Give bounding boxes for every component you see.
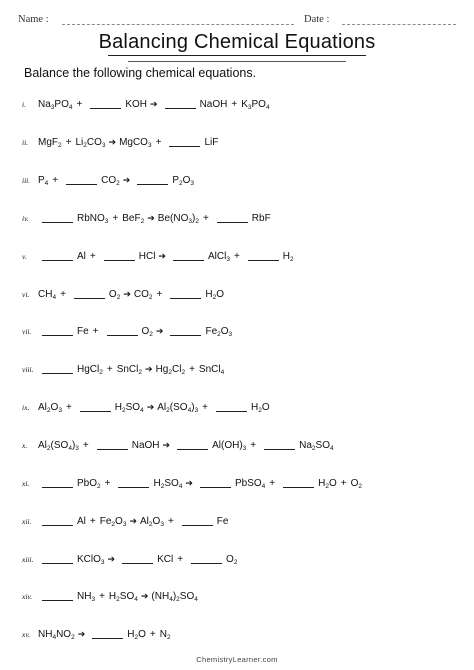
coefficient-blank[interactable] — [118, 479, 149, 488]
reaction-arrow-icon: ➔ — [77, 629, 86, 640]
coefficient-blank[interactable] — [90, 100, 121, 109]
equation-number: xi. — [22, 478, 30, 488]
chemical-formula: $O_2$ — [108, 288, 121, 301]
chemical-formula: Al — [77, 250, 86, 262]
plus-sign: + — [189, 364, 195, 376]
coefficient-blank[interactable] — [104, 252, 135, 261]
coefficient-blank[interactable] — [80, 403, 111, 412]
chemical-formula: NaOH — [131, 440, 160, 452]
coefficient-blank[interactable] — [200, 479, 231, 488]
chemical-formula: $NH_4NO_2$ — [38, 629, 75, 642]
chemical-formula: $H_2SO_4$ — [153, 477, 183, 490]
chemical-formula: NaOH — [199, 99, 228, 111]
chemical-formula: $H_2O$ — [127, 629, 146, 642]
reaction-arrow-icon: ➔ — [107, 553, 116, 564]
coefficient-blank[interactable] — [170, 290, 201, 299]
plus-sign: + — [167, 515, 174, 527]
coefficient-blank[interactable] — [42, 517, 73, 526]
header-row — [18, 14, 456, 28]
plus-sign: + — [155, 137, 162, 149]
plus-sign: + — [177, 553, 184, 565]
coefficient-blank[interactable] — [191, 555, 222, 564]
coefficient-blank[interactable] — [42, 479, 73, 488]
chemical-formula: $Fe_2O_3$ — [205, 326, 233, 339]
coefficient-blank[interactable] — [42, 592, 73, 601]
plus-sign: + — [233, 250, 240, 262]
chemical-formula: $Li_2CO_3$ — [75, 137, 106, 150]
chemical-formula: Fe — [77, 326, 89, 338]
reaction-arrow-icon: ➔ — [145, 364, 153, 375]
chemical-formula: $NH_3$ — [77, 591, 96, 604]
chemical-formula: $K_3PO_4$ — [241, 99, 270, 112]
chemical-formula: $P_4$ — [38, 175, 49, 188]
chemical-formula: $CO_2$ — [133, 288, 153, 301]
coefficient-blank[interactable] — [170, 327, 201, 336]
coefficient-blank[interactable] — [217, 214, 248, 223]
equation-number: ii. — [22, 138, 29, 148]
equation-item — [22, 502, 454, 540]
reaction-arrow-icon: ➔ — [147, 212, 155, 223]
chemical-formula: $Al(OH)_3$ — [212, 440, 247, 453]
reaction-arrow-icon: ➔ — [108, 137, 117, 148]
chemical-formula: KOH — [125, 99, 148, 111]
chemical-formula: RbF — [251, 212, 271, 224]
chemical-formula: $CO_2$ — [101, 175, 120, 188]
chemical-formula: Al — [77, 515, 86, 527]
chemical-formula: $N_2$ — [159, 629, 171, 642]
chemical-formula: $Na_3PO_4$ — [38, 99, 73, 112]
coefficient-blank[interactable] — [74, 290, 105, 299]
equation-number: vi. — [22, 289, 30, 299]
equation-item — [22, 351, 454, 389]
date-field-line — [342, 24, 456, 25]
coefficient-blank[interactable] — [264, 441, 295, 450]
chemical-formula: LiF — [204, 137, 219, 149]
equation-item — [22, 275, 454, 313]
name-label: Name : — [18, 14, 49, 25]
plus-sign: + — [89, 250, 96, 262]
chemical-formula: $H_2O$ — [205, 288, 224, 301]
equation-item — [22, 540, 454, 578]
chemical-formula: $P_2O_3$ — [172, 175, 195, 188]
worksheet-title: Balancing Chemical Equations — [98, 31, 376, 53]
chemical-formula: Fe — [216, 515, 229, 527]
reaction-arrow-icon: ➔ — [140, 591, 149, 602]
coefficient-blank[interactable] — [137, 176, 168, 185]
plus-sign: + — [89, 515, 96, 527]
coefficient-blank[interactable] — [169, 138, 200, 147]
coefficient-blank[interactable] — [173, 252, 204, 261]
equation-number: i. — [22, 100, 26, 110]
equation-item — [22, 578, 454, 616]
equation-number: ix. — [22, 403, 30, 413]
chemical-formula: MgF$_2$ — [38, 137, 62, 150]
plus-sign: + — [112, 212, 119, 224]
chemical-formula: KClO$_3$ — [77, 553, 105, 566]
reaction-arrow-icon: ➔ — [146, 402, 155, 413]
coefficient-blank[interactable] — [42, 214, 73, 223]
coefficient-blank[interactable] — [216, 403, 247, 412]
chemical-formula: PbO$_2$ — [77, 477, 101, 490]
chemical-formula: $O_2$ — [350, 477, 363, 490]
coefficient-blank[interactable] — [177, 441, 208, 450]
equation-number: xiii. — [22, 554, 34, 564]
chemical-formula: $Al_2(SO_4)_3$ — [157, 402, 199, 415]
chemical-formula: $H_2O$ — [251, 402, 270, 415]
chemical-formula: $Na_2SO_4$ — [299, 440, 334, 453]
chemical-formula: $O_2$ — [226, 553, 238, 566]
coefficient-blank[interactable] — [42, 365, 73, 374]
plus-sign: + — [52, 175, 59, 187]
chemical-formula: $Hg_2Cl_2$ — [155, 364, 186, 377]
equation-item — [22, 464, 454, 502]
chemical-formula: RbNO$_3$ — [77, 212, 109, 225]
equation-number: iv. — [22, 213, 29, 223]
equation-item — [22, 427, 454, 465]
instructions-text: Balance the following chemical equations. — [24, 66, 257, 80]
plus-sign: + — [82, 440, 89, 452]
equation-item — [22, 313, 454, 351]
coefficient-blank[interactable] — [107, 327, 138, 336]
chemical-formula: PbSO$_4$ — [234, 477, 266, 490]
problem-list — [22, 86, 454, 654]
plus-sign: + — [104, 477, 111, 489]
equation-number: vii. — [22, 327, 32, 337]
chemical-formula: $Al_2O_3$ — [140, 515, 164, 528]
chemical-formula: MgCO$_3$ — [119, 137, 152, 150]
plus-sign: + — [65, 402, 72, 414]
name-field-line — [62, 24, 294, 25]
chemical-formula: $Be(NO_3)_2$ — [157, 212, 199, 225]
equation-number: iii. — [22, 176, 31, 186]
coefficient-blank[interactable] — [42, 252, 73, 261]
plus-sign: + — [202, 212, 209, 224]
chemical-formula: HgCl$_2$ — [77, 364, 103, 377]
chemical-formula: $CH_4$ — [38, 288, 57, 301]
date-label: Date : — [304, 14, 330, 25]
coefficient-blank[interactable] — [42, 327, 73, 336]
chemical-formula: $Al_2O_3$ — [38, 402, 62, 415]
plus-sign: + — [65, 137, 72, 149]
reaction-arrow-icon: ➔ — [155, 326, 164, 337]
reaction-arrow-icon: ➔ — [150, 99, 158, 110]
chemical-formula: BeF$_2$ — [122, 212, 145, 225]
reaction-arrow-icon: ➔ — [122, 175, 131, 186]
equation-number: x. — [22, 441, 28, 451]
equation-number: xiv. — [22, 592, 33, 602]
equation-item — [22, 124, 454, 162]
coefficient-blank[interactable] — [97, 441, 128, 450]
equation-item — [22, 162, 454, 200]
plus-sign: + — [106, 364, 113, 376]
equation-number: xv. — [22, 630, 30, 640]
equation-item — [22, 389, 454, 427]
chemical-formula: HCl — [138, 250, 156, 262]
plus-sign: + — [340, 477, 347, 489]
equation-item — [22, 616, 454, 654]
title-underline-secondary — [128, 61, 346, 62]
equation-number: xii. — [22, 516, 32, 526]
equation-item — [22, 200, 454, 238]
coefficient-blank[interactable] — [122, 555, 153, 564]
coefficient-blank[interactable] — [165, 100, 196, 109]
plus-sign: + — [92, 326, 99, 338]
chemical-formula: KCl — [157, 553, 174, 565]
chemical-formula: $H_2O$ — [318, 477, 337, 490]
chemical-formula: $H_2SO_4$ — [114, 402, 144, 415]
plus-sign: + — [60, 288, 66, 300]
coefficient-blank[interactable] — [42, 555, 73, 564]
coefficient-blank[interactable] — [66, 176, 97, 185]
title-underline — [108, 55, 366, 56]
equation-item — [22, 237, 454, 275]
plus-sign: + — [156, 288, 163, 300]
chemical-formula: $(NH_4)_2SO_4$ — [151, 591, 198, 604]
plus-sign: + — [76, 99, 83, 111]
plus-sign: + — [269, 477, 276, 489]
footer-credit: ChemistryLearner.com — [196, 655, 278, 664]
coefficient-blank[interactable] — [283, 479, 314, 488]
plus-sign: + — [149, 629, 156, 641]
reaction-arrow-icon: ➔ — [162, 440, 171, 451]
chemical-formula: $H_2$ — [282, 250, 294, 263]
plus-sign: + — [250, 440, 257, 452]
coefficient-blank[interactable] — [182, 517, 213, 526]
reaction-arrow-icon: ➔ — [129, 515, 137, 526]
reaction-arrow-icon: ➔ — [185, 477, 193, 488]
reaction-arrow-icon: ➔ — [123, 288, 131, 299]
chemical-formula: $Fe_2O_3$ — [99, 515, 127, 528]
equation-number: viii. — [22, 365, 34, 375]
reaction-arrow-icon: ➔ — [158, 250, 166, 261]
chemical-formula: AlCl$_3$ — [207, 250, 230, 263]
plus-sign: + — [202, 402, 209, 414]
plus-sign: + — [99, 591, 105, 603]
chemical-formula: $H_2SO_4$ — [108, 591, 138, 604]
chemical-formula: SnCl$_2$ — [116, 364, 143, 377]
coefficient-blank[interactable] — [248, 252, 279, 261]
chemical-formula: SnCl$_4$ — [198, 364, 225, 377]
plus-sign: + — [231, 99, 238, 111]
equation-item — [22, 86, 454, 124]
equation-number: v. — [22, 251, 27, 261]
chemical-formula: $Al_2(SO_4)_3$ — [38, 440, 79, 453]
coefficient-blank[interactable] — [92, 630, 123, 639]
chemical-formula: $O_2$ — [141, 326, 153, 339]
